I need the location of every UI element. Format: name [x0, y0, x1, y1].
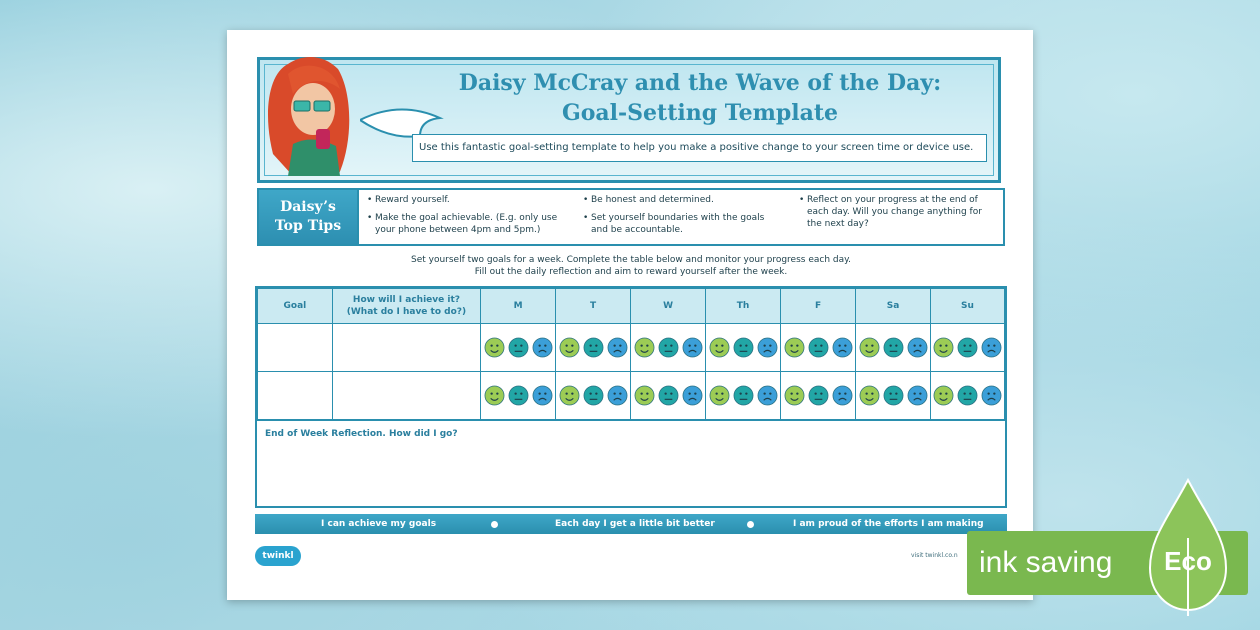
day-header-mon: M: [481, 289, 556, 324]
happy-face-icon[interactable]: [484, 385, 505, 406]
mood-faces: [706, 372, 780, 419]
bullet-dot: [491, 521, 498, 528]
mood-faces: [481, 324, 555, 371]
neutral-face-icon[interactable]: [733, 337, 754, 358]
day-rating-cell: [631, 372, 706, 420]
happy-face-icon[interactable]: [933, 337, 954, 358]
day-rating-cell: [930, 324, 1004, 372]
affirmation-1: I can achieve my goals: [321, 519, 437, 529]
sad-face-icon[interactable]: [907, 385, 928, 406]
mood-faces: [631, 372, 705, 419]
sad-face-icon[interactable]: [757, 337, 778, 358]
mood-faces: [556, 324, 630, 371]
daisy-illustration: [258, 54, 358, 176]
happy-face-icon[interactable]: [634, 385, 655, 406]
how-cell[interactable]: [332, 372, 480, 420]
neutral-face-icon[interactable]: [883, 337, 904, 358]
day-header-thu: Th: [706, 289, 781, 324]
day-rating-cell: [631, 324, 706, 372]
sad-face-icon[interactable]: [532, 385, 553, 406]
neutral-face-icon[interactable]: [957, 385, 978, 406]
table-row: [258, 372, 1005, 420]
day-rating-cell: [781, 324, 856, 372]
happy-face-icon[interactable]: [859, 337, 880, 358]
table-header-row: [258, 289, 1005, 324]
day-header-sun: Su: [930, 289, 1004, 324]
sad-face-icon[interactable]: [981, 337, 1002, 358]
day-header-tue: T: [556, 289, 631, 324]
neutral-face-icon[interactable]: [583, 337, 604, 358]
mood-faces: [481, 372, 555, 419]
reflection-label: End of Week Reflection. How did I go?: [265, 429, 458, 439]
eco-leaf-icon: [1148, 478, 1228, 618]
happy-face-icon[interactable]: [559, 385, 580, 406]
neutral-face-icon[interactable]: [808, 385, 829, 406]
table-row: [258, 324, 1005, 372]
neutral-face-icon[interactable]: [658, 337, 679, 358]
mood-faces: [556, 372, 630, 419]
instructions: Set yourself two goals for a week. Complete the table below and monitor your progress each day. Fill out the daily reflection and aim to reward yourself after the week.: [410, 255, 852, 277]
mood-faces: [706, 324, 780, 371]
day-rating-cell: [556, 324, 631, 372]
day-rating-cell: [781, 372, 856, 420]
goal-cell[interactable]: [258, 324, 333, 372]
goal-table: [255, 286, 1007, 508]
neutral-face-icon[interactable]: [658, 385, 679, 406]
happy-face-icon[interactable]: [709, 337, 730, 358]
day-header-wed: W: [631, 289, 706, 324]
neutral-face-icon[interactable]: [508, 385, 529, 406]
neutral-face-icon[interactable]: [883, 385, 904, 406]
header-banner: [257, 57, 1001, 183]
neutral-face-icon[interactable]: [508, 337, 529, 358]
mood-faces: [931, 324, 1004, 371]
ink-saving-label: ink saving: [979, 546, 1113, 579]
happy-face-icon[interactable]: [634, 337, 655, 358]
happy-face-icon[interactable]: [784, 385, 805, 406]
sad-face-icon[interactable]: [607, 385, 628, 406]
end-of-week-reflection[interactable]: [257, 420, 1005, 507]
top-tips-box: [257, 188, 1005, 246]
happy-face-icon[interactable]: [709, 385, 730, 406]
day-rating-cell: [481, 372, 556, 420]
day-rating-cell: [481, 324, 556, 372]
neutral-face-icon[interactable]: [583, 385, 604, 406]
happy-face-icon[interactable]: [484, 337, 505, 358]
tips-column-3: [799, 194, 999, 236]
page-title: Daisy McCray and the Wave of the Day: Goal-Setting Template: [458, 70, 942, 126]
mood-faces: [781, 324, 855, 371]
happy-face-icon[interactable]: [559, 337, 580, 358]
how-cell[interactable]: [332, 324, 480, 372]
day-header-sat: Sa: [856, 289, 931, 324]
mood-faces: [631, 324, 705, 371]
top-tips-heading: Daisy’s Top Tips: [259, 190, 359, 244]
sad-face-icon[interactable]: [607, 337, 628, 358]
tip-item: • Be honest and determined.: [583, 194, 783, 206]
tip-item: • Reflect on your progress at the end of each day. Will you change anything for the next day?: [799, 194, 999, 230]
day-rating-cell: [706, 372, 781, 420]
intro-text: Use this fantastic goal-setting template to help you make a positive change to your screen time or device use.: [412, 134, 987, 162]
mood-faces: [856, 324, 930, 371]
affirmation-bar: [255, 514, 1007, 534]
neutral-face-icon[interactable]: [808, 337, 829, 358]
how-header: How will I achieve it? (What do I have to do?): [332, 289, 480, 324]
day-header-fri: F: [781, 289, 856, 324]
eco-label: Eco: [1164, 546, 1212, 576]
sad-face-icon[interactable]: [907, 337, 928, 358]
mood-faces: [781, 372, 855, 419]
sad-face-icon[interactable]: [532, 337, 553, 358]
mood-faces: [931, 372, 1004, 419]
neutral-face-icon[interactable]: [957, 337, 978, 358]
sad-face-icon[interactable]: [981, 385, 1002, 406]
tip-item: • Make the goal achievable. (E.g. only use your phone between 4pm and 5pm.): [367, 212, 567, 236]
day-rating-cell: [556, 372, 631, 420]
happy-face-icon[interactable]: [933, 385, 954, 406]
sad-face-icon[interactable]: [682, 385, 703, 406]
tips-column-1: [367, 194, 567, 242]
twinkl-logo: twinkl: [255, 546, 301, 566]
day-rating-cell: [930, 372, 1004, 420]
bullet-dot: [747, 521, 754, 528]
affirmation-3: I am proud of the efforts I am making: [793, 519, 984, 529]
mood-faces: [856, 372, 930, 419]
affirmation-2: Each day I get a little bit better: [555, 519, 715, 529]
visit-url: visit twinkl.co.n: [911, 552, 958, 559]
neutral-face-icon[interactable]: [733, 385, 754, 406]
sad-face-icon[interactable]: [757, 385, 778, 406]
day-rating-cell: [856, 372, 931, 420]
tip-item: • Set yourself boundaries with the goals and be accountable.: [583, 212, 783, 236]
tip-item: • Reward yourself.: [367, 194, 567, 206]
goal-header: Goal: [258, 289, 333, 324]
sad-face-icon[interactable]: [832, 337, 853, 358]
day-rating-cell: [856, 324, 931, 372]
day-rating-cell: [706, 324, 781, 372]
sad-face-icon[interactable]: [682, 337, 703, 358]
happy-face-icon[interactable]: [784, 337, 805, 358]
goal-cell[interactable]: [258, 372, 333, 420]
sad-face-icon[interactable]: [832, 385, 853, 406]
happy-face-icon[interactable]: [859, 385, 880, 406]
worksheet: [227, 30, 1033, 600]
tips-column-2: [583, 194, 783, 242]
